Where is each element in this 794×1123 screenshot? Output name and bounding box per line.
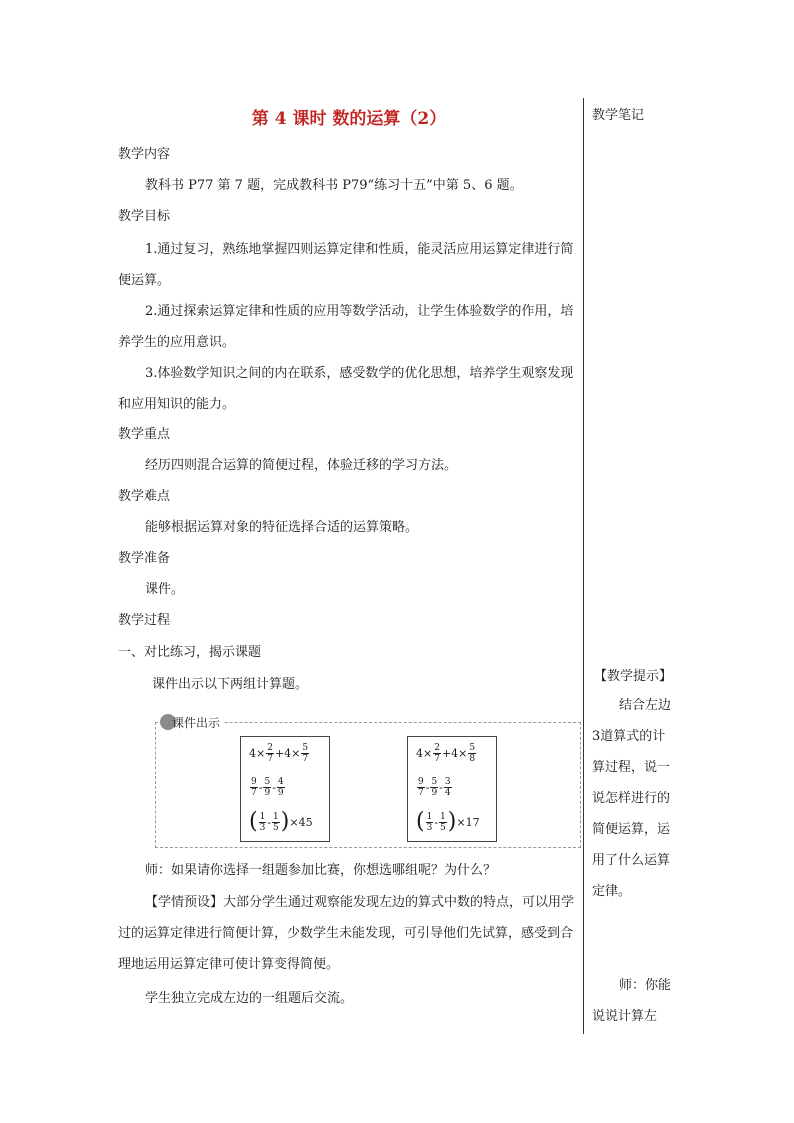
numerator: 9	[418, 777, 424, 787]
numerator: 5	[469, 743, 476, 753]
expression-right-2	[416, 777, 453, 798]
expression-box-left	[240, 736, 330, 842]
teacher-side-text: 师：你能说说计算左	[592, 978, 672, 1024]
fraction	[272, 812, 280, 833]
paren-open: (	[416, 809, 425, 834]
fraction	[444, 777, 452, 798]
fraction	[259, 812, 267, 833]
operator: -	[272, 781, 276, 794]
section-head-key: 教学重点	[118, 427, 171, 442]
operator: -	[439, 781, 443, 794]
numerator: 5	[264, 777, 271, 787]
difficulty-text: 能够根据运算对象的特征选择合适的运算策略。	[145, 520, 419, 535]
fraction	[430, 777, 438, 798]
prep-text: 课件。	[145, 582, 185, 597]
fraction	[263, 777, 271, 798]
fraction	[301, 743, 309, 764]
denominator: 7	[434, 754, 440, 764]
numerator: 5	[302, 743, 309, 753]
numerator: 3	[444, 777, 451, 787]
numerator: 1	[259, 811, 266, 822]
fraction	[439, 812, 447, 833]
expression-box-right	[407, 736, 497, 842]
section-head-difficulty: 教学难点	[118, 489, 171, 504]
numerator: 2	[267, 743, 273, 753]
section-head-content: 教学内容	[118, 147, 171, 162]
goal-3: 3.体验数学知识之间的内在联系，感受数学的优化思想，培养学生观察发现和应用知识的能力。	[118, 366, 574, 412]
numerator: 2	[434, 743, 440, 753]
denominator: 7	[251, 788, 257, 798]
denominator: 3	[259, 822, 266, 833]
section-head-goals: 教学目标	[118, 209, 171, 224]
denominator: 7	[302, 754, 309, 764]
section-head-process: 教学过程	[118, 613, 171, 628]
expr-text: ×45	[289, 815, 313, 829]
fraction	[417, 777, 425, 798]
operator: -	[434, 815, 439, 829]
denominator: 7	[418, 788, 424, 798]
hint-text: 结合左边3道算式的计算过程，说一说怎样进行的简便运算，运用了什么运算定律。	[592, 698, 672, 899]
denominator: 5	[440, 822, 446, 833]
step-1-heading: 一、对比练习，揭示课题	[118, 645, 262, 660]
page-title: 第 4 课时 数的运算（2）	[251, 109, 447, 129]
numerator: 1	[273, 811, 279, 822]
goal-1: 1.通过复习，熟练地掌握四则运算定律和性质，能灵活应用运算定律进行简便运算。	[118, 242, 574, 288]
numerator: 9	[251, 777, 257, 787]
expression-left-1	[249, 743, 310, 764]
section-head-prep: 教学准备	[118, 551, 171, 566]
expr-text: ×17	[456, 815, 480, 829]
denominator: 7	[267, 754, 273, 764]
paren-close: )	[280, 809, 290, 834]
fraction	[250, 777, 258, 798]
teacher-question: 师：如果请你选择一组题参加比赛，你想选哪组呢？为什么？	[145, 863, 497, 878]
column-divider	[583, 98, 584, 1034]
operator: -	[267, 815, 272, 829]
expr-text: +4×	[274, 747, 301, 760]
expression-left-2	[249, 777, 286, 798]
paren-open: (	[249, 809, 258, 834]
denominator: 5	[273, 822, 279, 833]
expression-right-1	[416, 743, 477, 764]
courseware-frame	[155, 722, 581, 848]
fraction	[468, 743, 476, 764]
operator: -	[425, 781, 430, 794]
fraction	[426, 812, 434, 833]
expr-text: 4×	[249, 747, 266, 760]
expr-text: 4×	[416, 747, 433, 760]
courseware-tag	[160, 712, 224, 732]
paren-close: )	[447, 809, 457, 834]
denominator: 8	[469, 754, 476, 764]
fraction	[266, 743, 274, 764]
step-1-text: 课件出示以下两组计算题。	[152, 677, 309, 692]
operator: -	[258, 781, 263, 794]
notes-heading: 教学笔记	[592, 108, 645, 123]
denominator: 9	[431, 788, 438, 798]
numerator: 5	[431, 777, 438, 787]
numerator: 4	[277, 777, 284, 787]
goal-2: 2.通过探索运算定律和性质的应用等数学活动，让学生体验数学的作用，培养学生的应用意识。	[118, 304, 574, 350]
expr-text: +4×	[441, 747, 468, 760]
preset-paragraph: 【学情预设】大部分学生通过观察能发现左边的算式中数的特点，可以用学过的运算定律进行简便计算，少数学生未能发现，可引导他们先试算，感受到合理地运用运算定律可使计算变得简便。	[118, 895, 575, 972]
courseware-label: 课件出示	[172, 715, 221, 730]
fraction	[277, 777, 285, 798]
denominator: 3	[426, 822, 433, 833]
numerator: 1	[426, 811, 433, 822]
expression-left-3	[249, 811, 313, 833]
independent-text: 学生独立完成左边的一组题后交流。	[145, 991, 354, 1006]
key-text: 经历四则混合运算的简便过程，体验迁移的学习方法。	[145, 458, 458, 473]
content-text: 教科书 P77 第 7 题，完成教科书 P79“练习十五”中第 5、6 题。	[145, 178, 523, 193]
denominator: 9	[277, 788, 284, 798]
numerator: 1	[440, 811, 446, 822]
denominator: 9	[264, 788, 271, 798]
hint-title: 【教学提示】	[594, 669, 673, 684]
expression-right-3	[416, 811, 480, 833]
fraction	[433, 743, 441, 764]
denominator: 4	[444, 788, 451, 798]
